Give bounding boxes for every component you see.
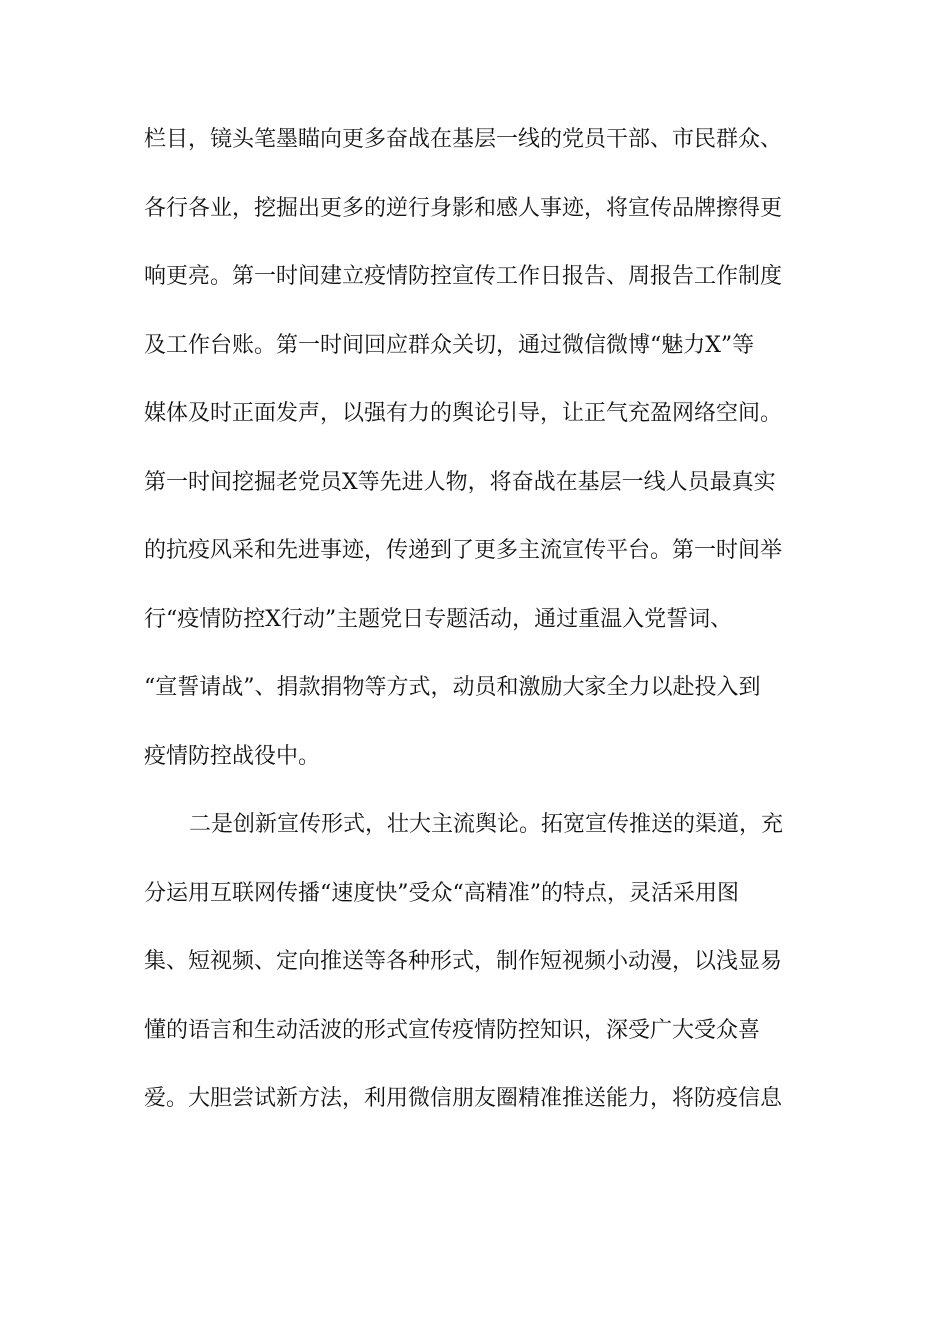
body-text: [144, 128, 804, 1156]
text-line: 响更亮。第一时间建立疫情防控宣传工作日报告、周报告工作制度: [144, 264, 783, 289]
paragraph-first-line: 二是创新宣传形式，壮大主流舆论。拓宽宣传推送的渠道，充: [189, 812, 784, 837]
text-line: 分运用互联网传播“速度快”受众“高精准”的特点，灵活采用图: [144, 880, 739, 906]
text-line: 第一时间挖掘老党员X等先进人物，将奋战在基层一线人员最真实: [144, 469, 776, 495]
text-line: 各行各业，挖掘出更多的逆行身影和感人事迹，将宣传品牌擦得更: [144, 195, 783, 221]
text-line: 疫情防控战役中。: [144, 743, 321, 769]
text-line: 及工作台账。第一时间回应群众关切，通过微信微博“魅力X”等: [144, 332, 755, 358]
text-line: 媒体及时正面发声，以强有力的舆论引导，让正气充盈网络空间。: [144, 401, 783, 426]
text-line: 栏目，镜头笔墨瞄向更多奋战在基层一线的党员干部、市民群众、: [144, 127, 783, 152]
text-line: 的抗疫风采和先进事迹，传递到了更多主流宣传平台。第一时间举: [144, 538, 783, 563]
text-line: “宣誓请战”、捐款捐物等方式，动员和激励大家全力以赴投入到: [144, 675, 761, 700]
text-line: 爱。大胆尝试新方法，利用微信朋友圈精准推送能力，将防疫信息: [144, 1086, 783, 1111]
text-line: 懂的语言和生动活波的形式宣传疫情防控知识，深受广大受众喜: [144, 1017, 761, 1043]
text-line: 集、短视频、定向推送等各种形式，制作短视频小动漫，以浅显易: [144, 949, 783, 974]
text-line: 行“疫情防控X行动”主题党日专题活动，通过重温入党誓词、: [144, 606, 733, 632]
